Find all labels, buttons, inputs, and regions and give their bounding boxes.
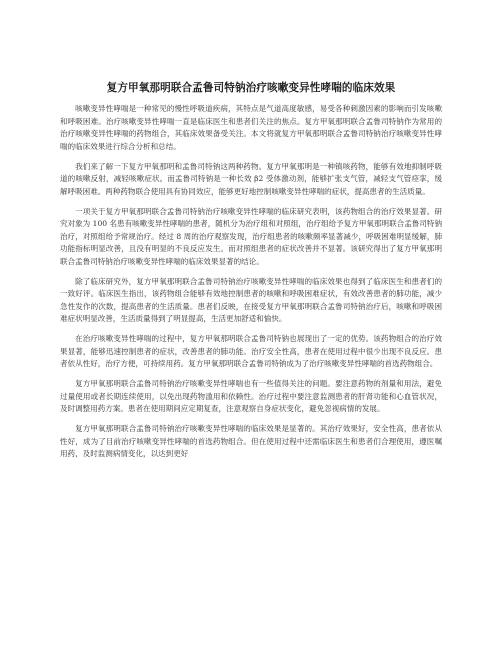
- paragraph-clinical-study: 一项关于复方甲氧那明联合孟鲁司特钠治疗咳嗽变异性哮喘的临床研究表明，该药物组合的治疗效果显著。研究对象为 100 名患有咳嗽变异性哮喘的患者，随机分为治疗组和对照组，治疗组给予复方甲氧那明联合孟鲁司特钠治疗，对照组给予常规治疗。经过 8 周的治疗观察发现，治疗组患者的咳嗽频率显著减少，呼吸困难明显缓解，肺功能指标明显改善，且没有明显的不良反应发生。而对照组患者的症状改善并不显著。该研究得出了复方甲氧那明联合孟鲁司特钠治疗咳嗽变异性哮喘的临床效果显著的结论。: [60, 206, 442, 266]
- paragraph-drug-overview: 我们来了解一下复方甲氧那明和孟鲁司特钠这两种药物。复方甲氧那明是一种镇咳药物，能够有效地抑制呼吸道的咳嗽反射，减轻咳嗽症状。而孟鲁司特钠是一种长效 β2 受体激动剂，能够扩张支气管，减轻支气管痉挛，缓解呼吸困难。两种药物联合使用具有协同效应，能够更好地控制咳嗽变异性哮喘的症状，提高患者的生活质量。: [60, 161, 442, 196]
- document-body: [60, 103, 442, 468]
- paragraph-advantages: 在治疗咳嗽变异性哮喘的过程中，复方甲氧那明联合孟鲁司特钠也展现出了一定的优势。该药物组合的治疗效果显著，能够迅速控制患者的症状，改善患者的肺功能。治疗安全性高，患者在使用过程中很少出现不良反应。患者依从性好，治疗方便，可持续用药。复方甲氧那明联合孟鲁司特钠成为了治疗咳嗽变异性哮喘的首选药物组合。: [60, 334, 442, 368]
- document-title: 复方甲氧那明联合孟鲁司特钠治疗咳嗽变异性哮喘的临床效果: [106, 82, 396, 94]
- paragraph-conclusion: 复方甲氧那明联合孟鲁司特钠治疗咳嗽变异性哮喘的临床效果是显著的。其治疗效果好，安全性高，患者依从性好，成为了目前治疗咳嗽变异性哮喘的首选药物组合。但在使用过程中还需临床医生和患者们合理使用，遵医嘱用药，及时监测病情变化，以达到更好: [60, 424, 442, 458]
- paragraph-feedback: 除了临床研究外，复方甲氧那明联合孟鲁司特钠治疗咳嗽变异性哮喘的临床效果也得到了临床医生和患者们的一致好评。临床医生指出，该药物组合能够有效地控制患者的咳嗽和呼吸困难症状，有效改善患者的肺功能，减少急性发作的次数，提高患者的生活质量。患者们反映，在接受复方甲氧那明联合孟鲁司特钠治疗后，咳嗽和呼吸困难症状明显改善，生活质量得到了明显提高，生活更加舒适和愉快。: [60, 276, 442, 323]
- paragraph-intro: 咳嗽变异性哮喘是一种常见的慢性呼吸道疾病，其特点是气道高度敏感，易受各种刺激因素的影响而引发咳嗽和呼吸困难。治疗咳嗽变异性哮喘一直是临床医生和患者们关注的焦点。复方甲氧那明联合孟鲁司特钠作为常用的治疗咳嗽变异性哮喘的药物组合，其临床效果备受关注。本文将就复方甲氧那明联合孟鲁司特钠治疗咳嗽变异性哮喘的临床效果进行综合分析和总结。: [60, 104, 442, 151]
- paragraph-cautions: 复方甲氧那明联合孟鲁司特钠治疗咳嗽变异性哮喘也有一些值得关注的问题。要注意药物的剂量和用法，避免过量使用或者长期连续使用，以免出现药物滥用和依赖性。治疗过程中要注意监测患者的肝肾功能和心血管状况，及时调整用药方案。患者在使用期间应定期复查，注意观察自身症状变化，避免忽视病情的发展。: [60, 379, 442, 413]
